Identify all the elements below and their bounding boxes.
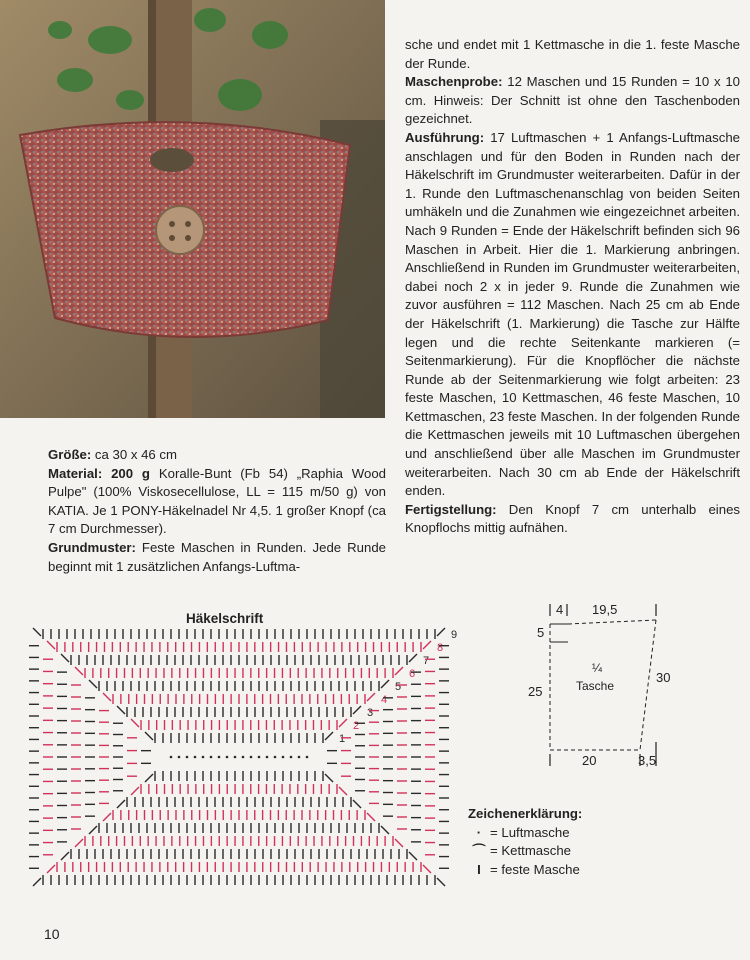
size-label: Größe: <box>48 447 92 462</box>
stitch-mark <box>61 654 69 662</box>
stitch-mark <box>395 667 403 675</box>
chain-stitch-mark <box>186 756 189 759</box>
stitch-mark <box>409 654 417 662</box>
material-label: Material: 200 g <box>48 465 150 481</box>
chain-stitch-mark <box>250 756 253 759</box>
stitch-mark <box>33 628 41 636</box>
stitch-mark <box>353 706 361 714</box>
stitch-mark <box>437 628 445 636</box>
materials-paragraph <box>48 446 386 576</box>
stitch-mark <box>437 878 445 886</box>
stitch-mark <box>131 787 139 795</box>
stitch-mark <box>423 865 431 873</box>
stitch-mark <box>381 826 389 834</box>
chain-stitch-mark <box>226 756 229 759</box>
chain-stitch-mark <box>234 756 237 759</box>
stitch-mark <box>47 641 55 649</box>
chain-stitch-mark <box>258 756 261 759</box>
round-label: 2 <box>353 720 360 732</box>
chart-title: Häkelschrift <box>186 611 264 626</box>
stitch-mark <box>47 865 55 873</box>
round-label: 9 <box>451 629 458 641</box>
size-text: ca 30 x 46 cm <box>91 447 177 462</box>
stitch-mark <box>145 774 153 782</box>
instructions-column <box>405 36 740 538</box>
stitch-mark <box>75 667 83 675</box>
stitch-mark <box>103 813 111 821</box>
stitch-mark <box>325 774 333 782</box>
legend-label: = Kettmasche <box>490 843 571 859</box>
stitch-mark <box>145 732 153 740</box>
stitch-mark <box>33 878 41 886</box>
chain-stitch-mark <box>266 756 269 759</box>
legend-item <box>468 842 582 861</box>
schematic-right-height: 30 <box>656 670 671 685</box>
stitch-mark <box>325 732 333 740</box>
chain-stitch-mark <box>274 756 277 759</box>
single-crochet-symbol: I <box>477 861 481 877</box>
schematic-bottom-width: 20 <box>582 753 597 768</box>
finishing-text: Den Knopf 7 cm unterhalb eines Knopflochs mittig aufnähen. <box>405 501 740 536</box>
materials-column <box>48 446 386 576</box>
stitch-mark <box>89 826 97 834</box>
pattern-text: Feste Maschen in Runden. Jede Runde beginnt mit 1 zusätzlichen Anfangs-Luftma- <box>48 539 386 574</box>
schematic-right-edge <box>640 620 656 750</box>
schematic-top-width: 19,5 <box>592 602 618 617</box>
schematic-left-height: 25 <box>528 684 543 699</box>
chain-stitch-symbol: · <box>476 824 482 840</box>
schematic-top-edge <box>568 620 656 624</box>
stitch-mark <box>61 852 69 860</box>
stitch-mark <box>353 800 361 808</box>
stitch-mark <box>423 641 431 649</box>
round-label: 5 <box>395 681 402 693</box>
material-text: Koralle-Bunt (Fb 54) „Raphia Wood Pulpe" (100% Viskosecellulose, LL = 115 m/50 g) von KATIA. Je 1 PONY-Häkelnadel Nr 4,5. 1 großer Knopf (ca 7 cm Durchmesser). <box>48 465 387 537</box>
stitch-mark <box>117 706 125 714</box>
chain-stitch-mark <box>202 756 205 759</box>
round-label: 4 <box>381 694 388 706</box>
legend-item <box>468 861 582 880</box>
schematic-top-left: 4 <box>556 602 564 617</box>
stitch-mark <box>409 852 417 860</box>
round-label: 7 <box>423 655 430 667</box>
round-label: 3 <box>367 707 374 719</box>
continued-text: sche und endet mit 1 Kettmasche in die 1. feste Masche der Runde. <box>405 37 740 71</box>
schematic-bottom-right: 3,5 <box>638 753 657 768</box>
gauge-text: 12 Maschen und 15 Runden = 10 x 10 cm. Hinweis: Der Schnitt ist ohne den Taschenboden gezeichnet. <box>405 74 740 127</box>
round-label: 6 <box>409 668 416 680</box>
schematic-center-label: Tasche <box>576 679 615 693</box>
pattern-label: Grundmuster: <box>48 539 136 555</box>
bag-schematic <box>520 592 670 777</box>
chain-stitch-mark <box>306 756 309 759</box>
chain-stitch-mark <box>178 756 181 759</box>
round-label: 8 <box>437 642 444 654</box>
stitch-mark <box>381 680 389 688</box>
stitch-mark <box>75 839 83 847</box>
stitch-mark <box>131 719 139 727</box>
crochet-chart <box>44 628 458 886</box>
finishing-label: Fertigstellung: <box>405 501 497 517</box>
round-label: 1 <box>339 733 346 745</box>
legend-label: = feste Masche <box>490 861 580 877</box>
stitch-mark <box>117 800 125 808</box>
schematic-fraction: ¼ <box>592 661 603 675</box>
execution-text: 17 Luftmaschen + 1 Anfangs-Luftmasche anschlagen und für den Boden in Runden nach der Häkelschrift im Grundmuster weiterarbeiten. Dafür in der 1. Runde den Luftmaschenanschlag von beiden Seiten umhäkeln und die Zunahmen wie eingezeichnet arbeiten. Nach 9 Runden = Ende der Häkelschrift befinden sich 96 Maschen in Arbeit. Hier die 1. Markierung anbringen. Anschließend in Runden im Grundmuster weiterarbeiten, dabei noch 2 x in jeder 9. Runde die Zunahmen wie zuvor ausführen = 112 Maschen. Nach 25 cm ab Ende der Häkelschrift (1. Markierung) die Tasche zur Hälfte legen und die rechte Seitenkante markieren (= Seitenmarkierung). Für die Knopflöcher die nächste Runde ab der Seitenmarkierung wie folgt arbeiten: 23 feste Maschen, 10 Kettmaschen, 46 feste Maschen, 10 Kettmaschen, 23 feste Maschen. In der folgenden Runde die Kettmaschen jeweils mit 10 Luftmaschen übergehen und anschließend über alle Maschen im Grundmuster weiterarbeiten. Nach 30 cm ab Ende der Häkelschrift enden. <box>405 129 740 499</box>
execution-label: Ausführung: <box>405 129 485 145</box>
chain-stitch-mark <box>170 756 173 759</box>
chain-stitch-mark <box>242 756 245 759</box>
stitch-mark <box>367 813 375 821</box>
chain-stitch-mark <box>282 756 285 759</box>
stitch-mark <box>395 839 403 847</box>
stitch-mark <box>339 719 347 727</box>
legend <box>468 805 582 879</box>
legend-title: Zeichenerklärung: <box>468 806 583 821</box>
legend-label: = Luftmasche <box>490 824 570 840</box>
chain-stitch-mark <box>298 756 301 759</box>
stitch-mark <box>103 693 111 701</box>
page-number: 10 <box>44 926 60 942</box>
schematic-left-offset: 5 <box>537 625 545 640</box>
bag-photo-illustration <box>0 0 385 418</box>
stitch-mark <box>339 787 347 795</box>
bag-photo <box>0 0 385 418</box>
legend-item <box>468 824 582 843</box>
slip-stitch-symbol: ⌒ <box>472 843 486 859</box>
stitch-mark <box>367 693 375 701</box>
chain-stitch-mark <box>210 756 213 759</box>
stitch-mark <box>89 680 97 688</box>
instructions-paragraph <box>405 36 740 538</box>
chain-stitch-mark <box>290 756 293 759</box>
gauge-label: Maschenprobe: <box>405 74 503 90</box>
chain-stitch-mark <box>218 756 221 759</box>
chain-stitch-mark <box>194 756 197 759</box>
